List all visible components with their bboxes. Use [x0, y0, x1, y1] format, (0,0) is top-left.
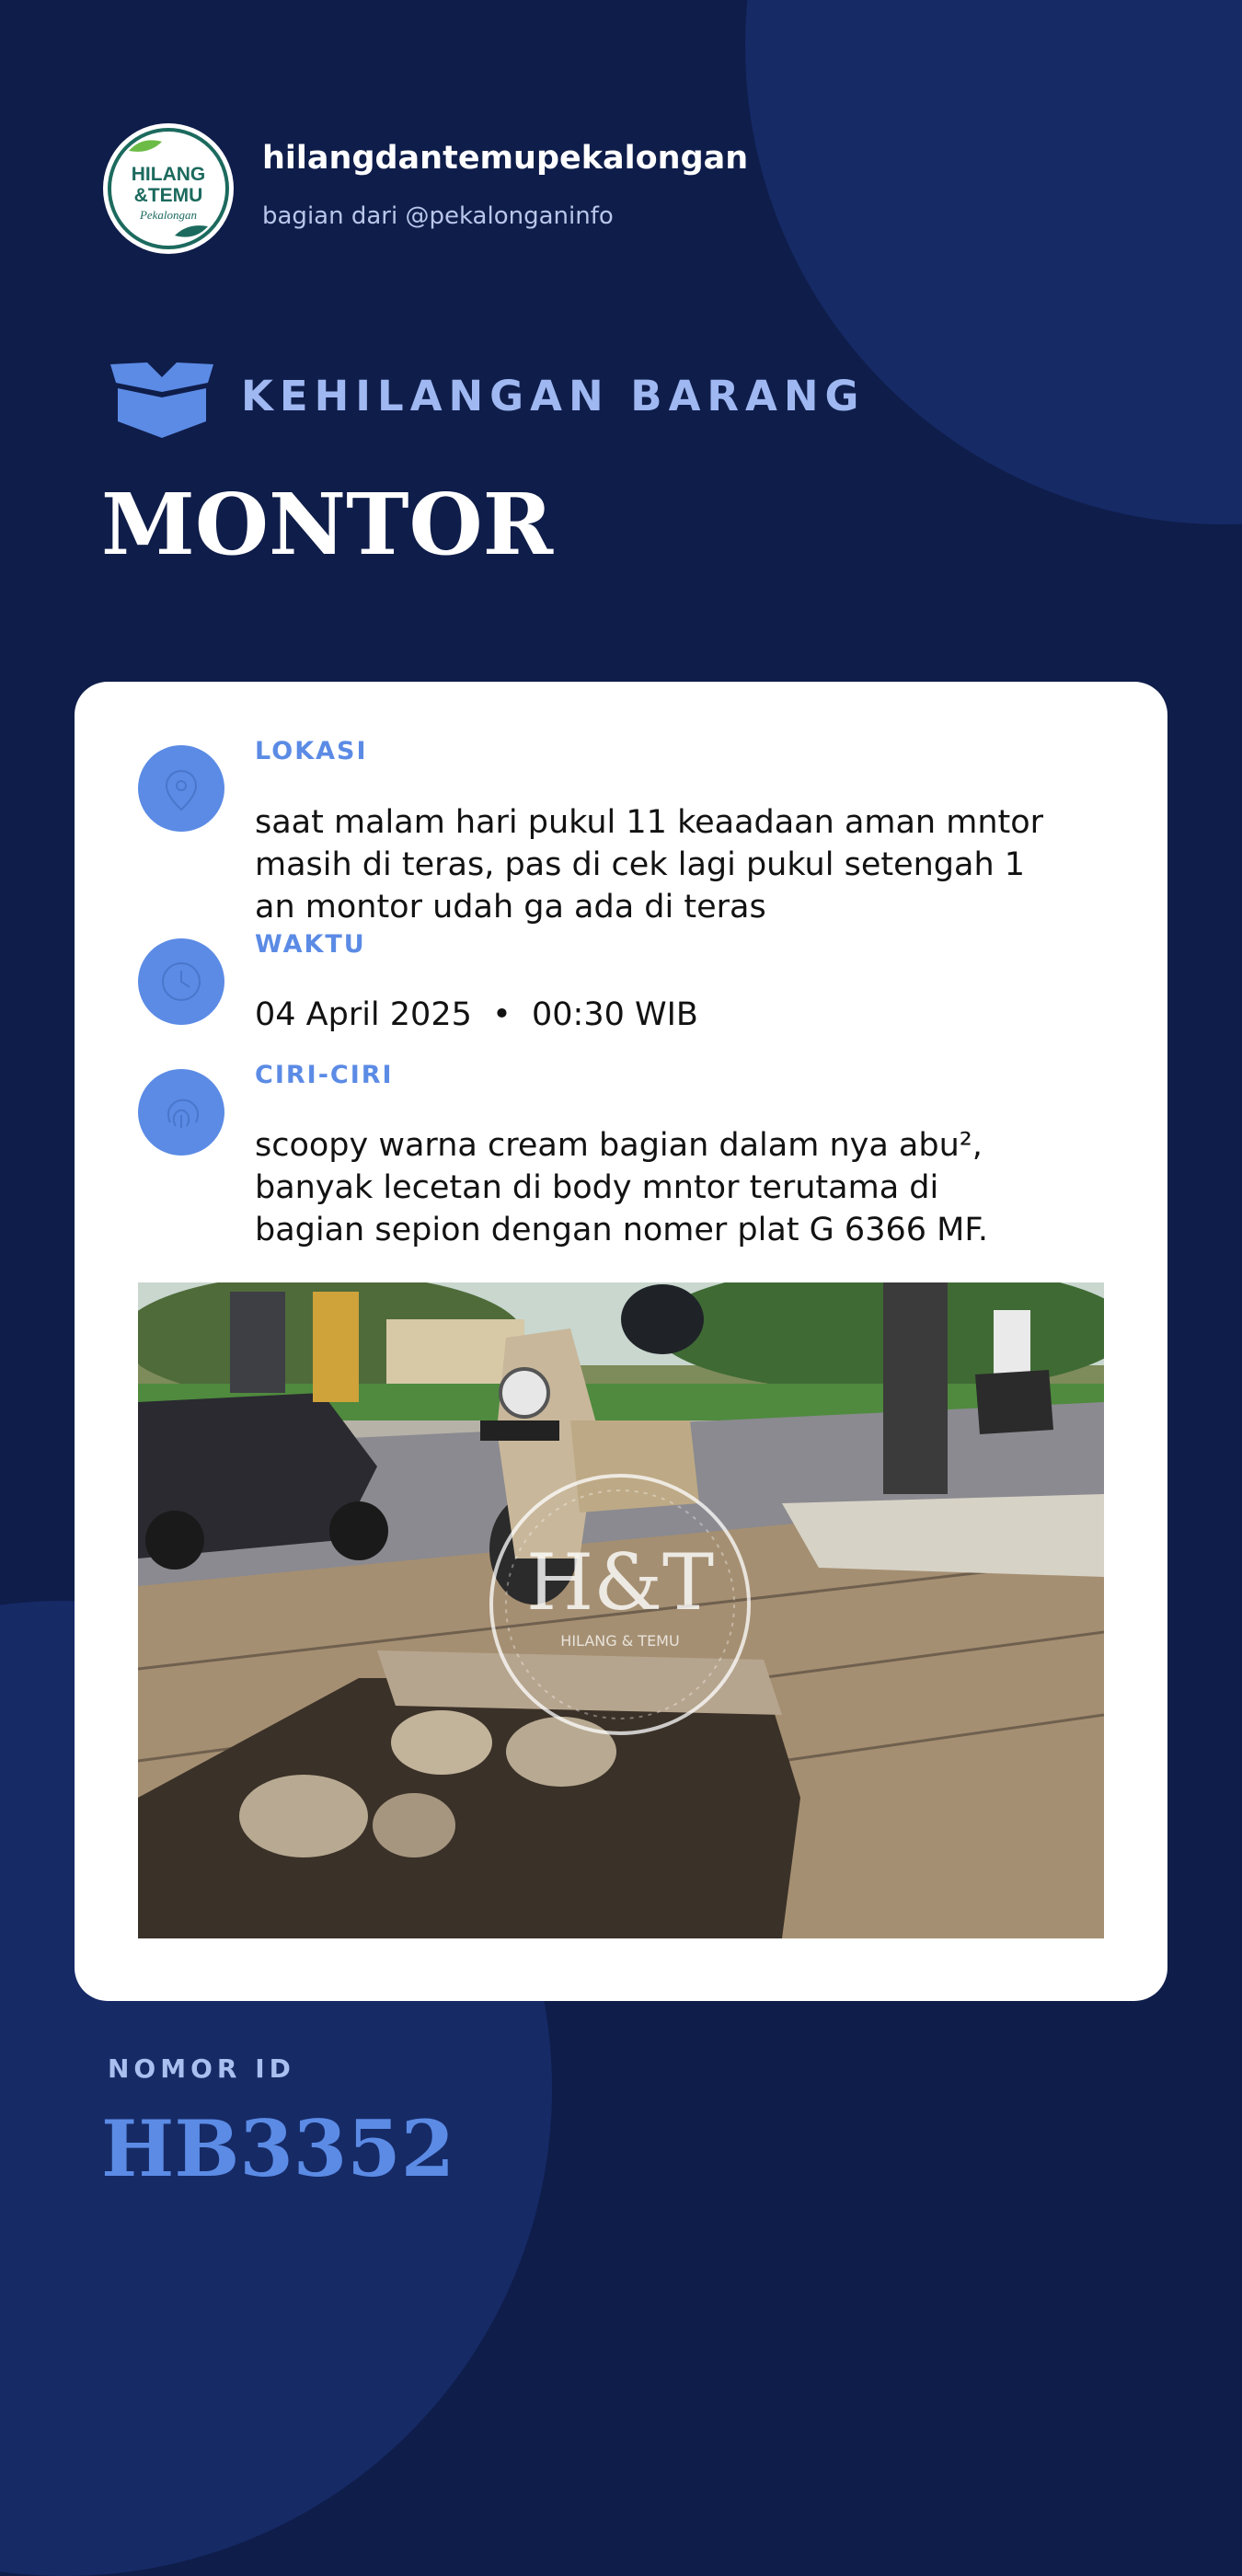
svg-text:HILANG: HILANG [131, 164, 206, 185]
ciri-ciri-label: CIRI-CIRI [255, 1061, 394, 1089]
lokasi-label: LOKASI [255, 737, 368, 765]
decor-circle-top [745, 0, 1242, 524]
box-icon [105, 361, 219, 438]
svg-text:Pekalongan: Pekalongan [139, 208, 198, 222]
item-title: MONTOR [101, 475, 554, 574]
lokasi-value: saat malam hari pukul 11 keaadaan aman mntor masih di teras, pas di cek lagi pukul setengah 1 an montor udah ga ada di teras [255, 804, 1044, 926]
svg-text:&TEMU: &TEMU [133, 185, 203, 206]
ciri-ciri-value: scoopy warna cream bagian dalam nya abu², banyak lecetan di body mntor terutama di bagian sepion dengan nomer plat G 6366 MF. [255, 1127, 988, 1248]
waktu-value: 04 April 2025 • 00:30 WIB [255, 996, 698, 1033]
account-name[interactable]: hilangdantemupekalongan [262, 140, 749, 177]
id-label: NOMOR ID [108, 2053, 295, 2084]
account-logo [103, 123, 234, 254]
fingerprint-icon [138, 1069, 224, 1156]
id-value: HB3352 [101, 2103, 455, 2194]
watermark-subtitle: HILANG & TEMU [560, 1632, 680, 1650]
category-label: KEHILANGAN BARANG [241, 372, 866, 420]
account-subtitle: bagian dari @pekalonganinfo [262, 202, 614, 230]
watermark-logo: H&T [525, 1537, 715, 1627]
waktu-label: WAKTU [255, 930, 366, 959]
clock-icon [138, 938, 224, 1025]
location-pin-icon [138, 745, 224, 832]
item-photo[interactable] [138, 1282, 1104, 1938]
